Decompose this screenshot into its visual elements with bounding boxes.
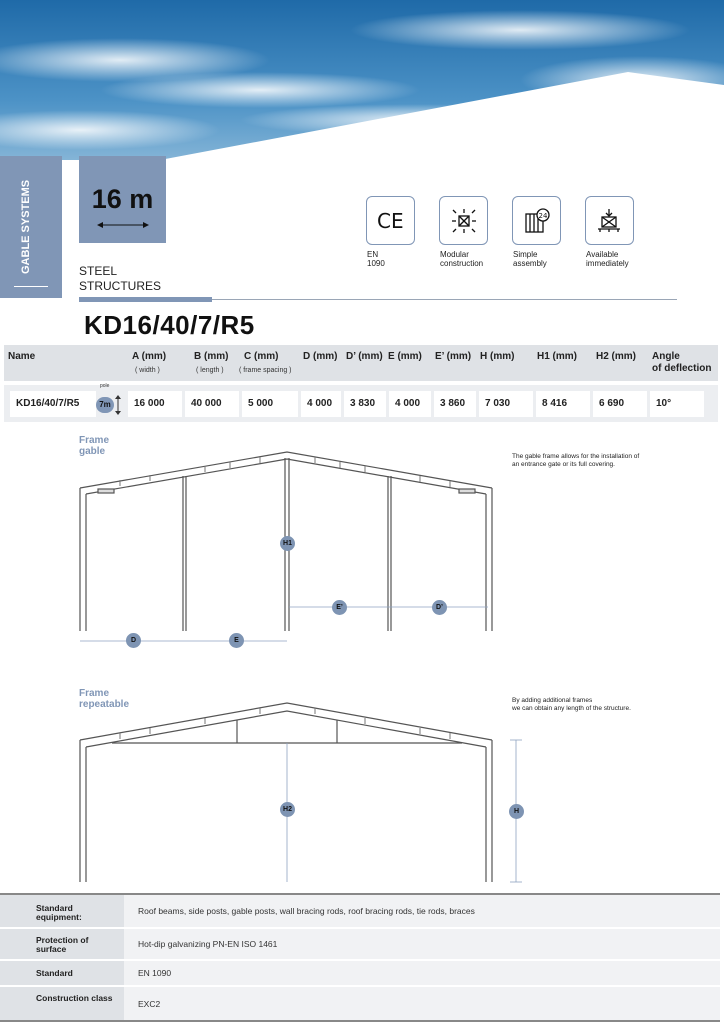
- gable-note-line-2: an entrance gate or its full covering.: [512, 461, 615, 468]
- detail-key: Construction class: [36, 993, 113, 1003]
- cell-b: 40 000: [185, 391, 239, 417]
- gable-frame-title: [79, 435, 109, 457]
- detail-row: [0, 893, 720, 927]
- gable-note-line-1: The gable frame allows for the installation of: [512, 453, 640, 460]
- marker-h2: H2: [280, 802, 295, 817]
- detail-row: [0, 985, 720, 1022]
- gable-title-line-1: Frame: [79, 435, 110, 446]
- detail-key: Standard: [36, 968, 73, 978]
- repeatable-title-line-2: repeatable: [79, 699, 130, 710]
- col-a-sub: ( width ): [135, 367, 160, 374]
- col-h2: H2 (mm): [596, 351, 637, 362]
- marker-h: H: [509, 804, 524, 819]
- category-line-1: STEEL: [79, 264, 118, 278]
- pallet-delivery-icon: [585, 196, 634, 245]
- simple-assembly-icon: [512, 196, 561, 245]
- feature-label: Modular construction: [440, 250, 484, 268]
- detail-value: EN 1090: [138, 968, 172, 978]
- gable-frame-note: [512, 453, 639, 469]
- repeatable-title-line-1: Frame: [79, 688, 110, 699]
- detail-value: EXC2: [138, 999, 161, 1009]
- detail-value-cell: [124, 961, 720, 985]
- cell-c: 5 000: [242, 391, 298, 417]
- divider-rule: [212, 299, 677, 300]
- repeatable-frame-title: [79, 688, 129, 710]
- cell-h: 7 030: [479, 391, 533, 417]
- side-tab-divider: [14, 286, 48, 287]
- col-e2: E’ (mm): [435, 351, 472, 362]
- size-value: 16 m: [91, 184, 154, 214]
- cell-d: 4 000: [301, 391, 341, 417]
- col-a: A (mm): [132, 351, 167, 362]
- col-h: H (mm): [480, 351, 515, 362]
- pole-badge: 7m: [96, 397, 114, 413]
- repeatable-note-line-2: we can obtain any length of the structure.: [512, 705, 631, 712]
- side-tab: [0, 156, 62, 298]
- col-b: B (mm): [194, 351, 229, 362]
- repeatable-frame-note: [512, 697, 631, 713]
- category-label: [79, 264, 161, 294]
- pole-label: pole: [100, 383, 110, 389]
- cell-angle: 10°: [650, 391, 704, 417]
- col-angle-2: of deflection: [652, 363, 712, 374]
- feature-label: EN 1090: [367, 250, 385, 268]
- col-d: D (mm): [303, 351, 338, 362]
- marker-e: E: [229, 633, 244, 648]
- feature-label: Simple assembly: [513, 250, 547, 268]
- model-title: KD16/40/7/R5: [84, 310, 255, 340]
- spec-table: [4, 345, 718, 425]
- detail-row: [0, 959, 720, 985]
- cell-e2: 3 860: [434, 391, 476, 417]
- side-tab-label: GABLE SYSTEMS: [20, 179, 32, 274]
- feature-label: Available immediately: [586, 250, 629, 268]
- cell-name: KD16/40/7/R5: [10, 391, 96, 417]
- marker-d: D: [126, 633, 141, 648]
- svg-text:CE: CE: [376, 209, 404, 232]
- cell-e: 4 000: [389, 391, 431, 417]
- marker-h1: H1: [280, 536, 295, 551]
- height-arrow-icon: [115, 395, 121, 415]
- col-name: Name: [8, 351, 36, 362]
- col-b-sub: ( length ): [196, 367, 224, 374]
- modular-construction-icon: [439, 196, 488, 245]
- detail-value: Roof beams, side posts, gable posts, wall bracing rods, roof bracing rods, tie rods, braces: [138, 906, 475, 916]
- marker-d2: D’: [432, 600, 447, 615]
- width-arrow-icon: [97, 221, 149, 229]
- detail-value-cell: [124, 987, 720, 1020]
- cell-a: 16 000: [128, 391, 182, 417]
- detail-value: Hot-dip galvanizing PN-EN ISO 1461: [138, 939, 278, 949]
- col-d2: D’ (mm): [346, 351, 383, 362]
- col-h1: H1 (mm): [537, 351, 578, 362]
- detail-value-cell: [124, 895, 720, 927]
- col-c: C (mm): [244, 351, 279, 362]
- accent-rule: [79, 297, 212, 302]
- cell-d2: 3 830: [344, 391, 386, 417]
- detail-value-cell: [124, 929, 720, 959]
- col-c-sub: ( frame spacing ): [239, 367, 292, 374]
- size-box: [79, 156, 166, 243]
- marker-e2: E’: [332, 600, 347, 615]
- ce-mark-icon: [366, 196, 415, 245]
- gable-title-line-2: gable: [79, 446, 106, 457]
- spec-table-header: [4, 345, 718, 381]
- detail-key: Standard equipment:: [36, 903, 82, 922]
- detail-row: [0, 927, 720, 959]
- repeatable-note-line-1: By adding additional frames: [512, 697, 593, 704]
- detail-key: Protection of surface: [36, 935, 89, 954]
- category-line-2: STRUCTURES: [79, 279, 162, 293]
- svg-text:24: 24: [538, 211, 547, 220]
- col-angle: Angle: [652, 351, 680, 362]
- cell-h2: 6 690: [593, 391, 647, 417]
- cell-h1: 8 416: [536, 391, 590, 417]
- col-e: E (mm): [388, 351, 422, 362]
